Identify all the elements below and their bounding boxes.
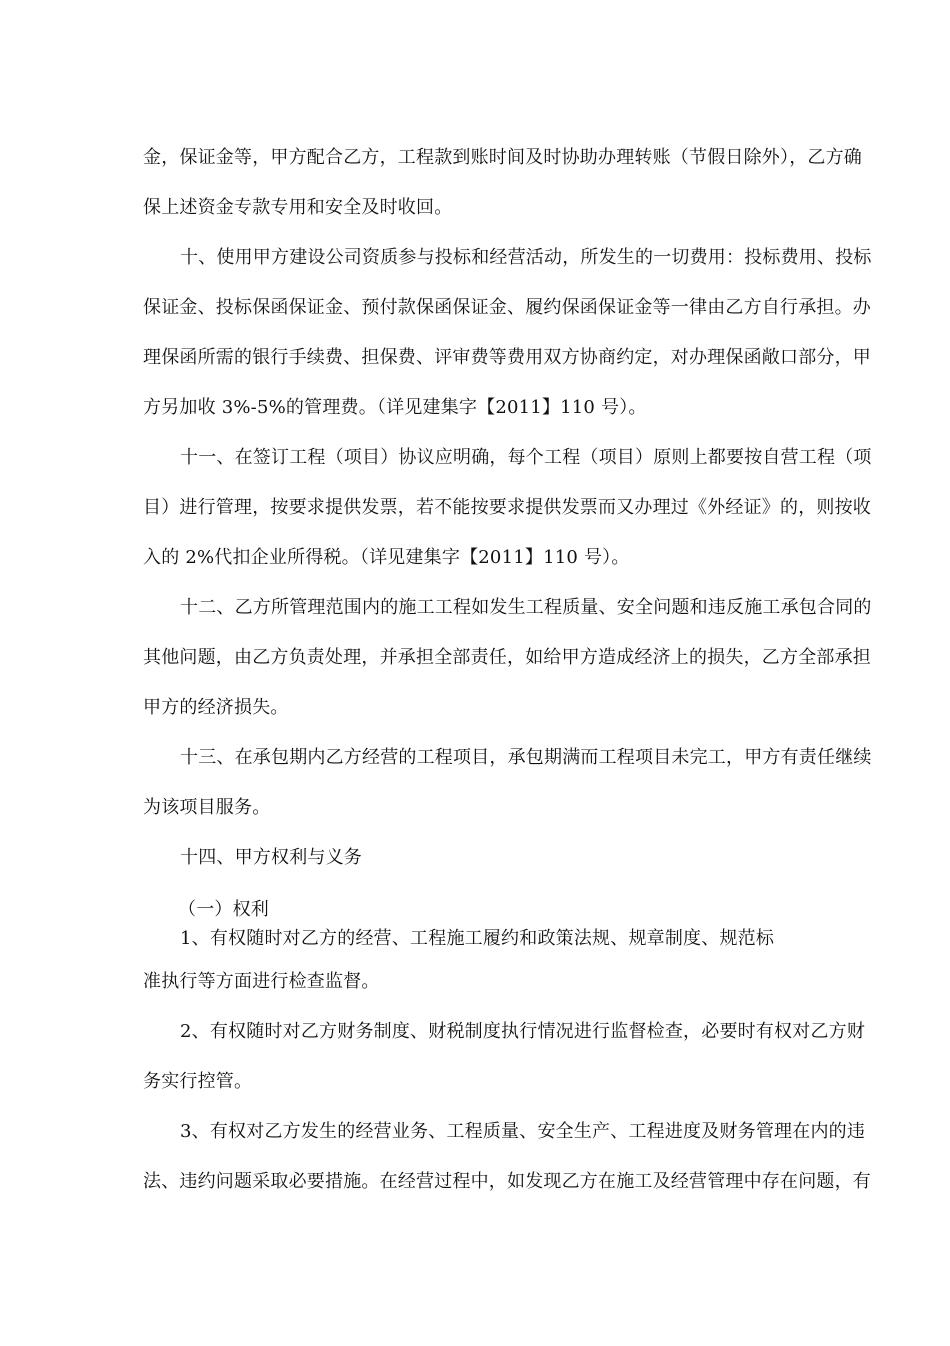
text-line: 准执行等方面进行检查监督。 xyxy=(143,971,380,992)
text-line: 1、有权随时对乙方的经营、工程施工履约和政策法规、规章制度、规范标 xyxy=(180,928,775,949)
text-line: 保证金、投标保函保证金、预付款保函保证金、履约保函保证金等一律由乙方自行承担。办 xyxy=(143,297,871,318)
text-line: 其他问题，由乙方负责处理，并承担全部责任，如给甲方造成经济上的损失，乙方全部承担 xyxy=(143,647,871,668)
text-line: 保上述资金专款专用和安全及时收回。 xyxy=(143,197,453,218)
text-line: 甲方的经济损失。 xyxy=(143,697,289,718)
subsection-heading: （一）权利 xyxy=(178,899,269,920)
section-heading: 十四、甲方权利与义务 xyxy=(180,847,362,868)
text-line: 十、使用甲方建设公司资质参与投标和经营活动，所发生的一切费用：投标费用、投标 xyxy=(180,247,872,268)
text-line: 为该项目服务。 xyxy=(143,797,271,818)
text-line: 务实行控管。 xyxy=(143,1071,253,1092)
text-line: 十三、在承包期内乙方经营的工程项目，承包期满而工程项目未完工，甲方有责任继续 xyxy=(180,747,872,768)
text-line: 入的 2%代扣企业所得税。（详见建集字【2011】110 号）。 xyxy=(143,547,630,568)
text-line: 3、有权对乙方发生的经营业务、工程质量、安全生产、工程进度及财务管理在内的违 xyxy=(180,1121,866,1142)
text-line: 十二、乙方所管理范围内的施工工程如发生工程质量、安全问题和违反施工承包合同的 xyxy=(180,597,872,618)
text-line: 金，保证金等，甲方配合乙方，工程款到账时间及时协助办理转账（节假日除外），乙方确 xyxy=(143,147,862,168)
text-line: 十一、在签订工程（项目）协议应明确，每个工程（项目）原则上都要按自营工程（项 xyxy=(180,447,872,468)
text-line: 法、违约问题采取必要措施。在经营过程中，如发现乙方在施工及经营管理中存在问题，有 xyxy=(143,1171,871,1192)
text-line: 2、有权随时对乙方财务制度、财税制度执行情况进行监督检查，必要时有权对乙方财 xyxy=(180,1021,866,1042)
text-line: 目）进行管理，按要求提供发票，若不能按要求提供发票而又办理过《外经证》的，则按收 xyxy=(143,497,871,518)
text-line: 理保函所需的银行手续费、担保费、评审费等费用双方协商约定，对办理保函敞口部分，甲 xyxy=(143,347,871,368)
text-line: 方另加收 3%-5%的管理费。（详见建集字【2011】110 号）。 xyxy=(143,397,647,418)
